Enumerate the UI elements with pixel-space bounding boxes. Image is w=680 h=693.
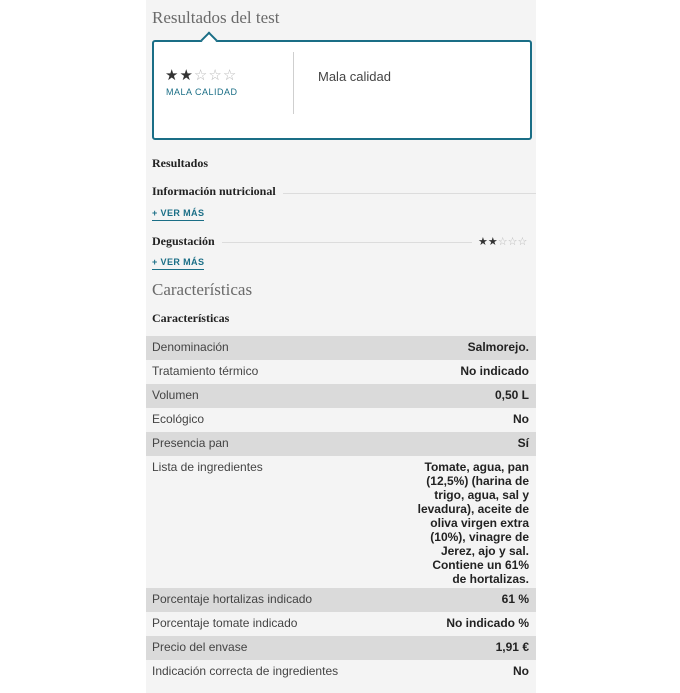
- divider: [222, 242, 472, 243]
- row-value: 1,91 €: [495, 640, 529, 654]
- rating-stars: [165, 66, 237, 84]
- row-value: Sí: [517, 436, 529, 450]
- row-value: Salmorejo.: [467, 340, 529, 354]
- table-row: [146, 336, 536, 360]
- results-heading: Resultados del test: [152, 8, 280, 27]
- row-value: 61 %: [501, 592, 529, 606]
- row-label: Indicación correcta de ingredientes: [152, 664, 339, 678]
- row-label: Volumen: [152, 388, 199, 402]
- row-value: No: [513, 664, 529, 678]
- star-empty-icon: ☆: [507, 236, 518, 248]
- row-value: 0,50 L: [494, 388, 529, 402]
- star-empty-icon: ☆: [222, 67, 238, 84]
- row-value: No: [513, 412, 529, 426]
- star-filled-icon: ★: [487, 236, 498, 248]
- tasting-see-more-link[interactable]: + VER MÁS: [152, 257, 204, 270]
- star-empty-icon: ☆: [193, 67, 209, 84]
- row-label: Precio del envase: [152, 640, 248, 654]
- tasting-label: Degustación: [152, 234, 215, 248]
- row-label: Denominación: [152, 340, 229, 354]
- tasting-rating-stars: [478, 235, 527, 248]
- star-filled-icon: ★: [165, 67, 180, 84]
- table-row: [146, 636, 536, 660]
- characteristics-subheading: Características: [152, 311, 230, 325]
- characteristics-heading: Características: [152, 280, 253, 299]
- table-row: [146, 408, 536, 432]
- table-row: [146, 456, 536, 588]
- row-label: Porcentaje tomate indicado: [152, 616, 298, 630]
- row-label: Tratamiento térmico: [152, 364, 259, 378]
- nutrition-label: Información nutricional: [152, 184, 276, 198]
- row-label: Lista de ingredientes: [152, 460, 263, 474]
- table-row: [146, 660, 536, 684]
- table-row: [146, 612, 536, 636]
- star-empty-icon: ☆: [208, 67, 223, 84]
- row-label: Presencia pan: [152, 436, 229, 450]
- row-label: Ecológico: [152, 412, 205, 426]
- star-filled-icon: ★: [478, 236, 488, 248]
- star-empty-icon: ☆: [517, 236, 528, 248]
- results-label: Resultados: [152, 156, 209, 170]
- table-row: [146, 588, 536, 612]
- star-filled-icon: ★: [179, 67, 194, 84]
- rating-card: [152, 40, 532, 140]
- divider: [283, 193, 536, 194]
- divider: [293, 52, 294, 114]
- table-row: [146, 360, 536, 384]
- row-value: Tomate, agua, pan (12,5%) (harina de trigo, agua, sal y levadura), aceite de oliva virgen extra (10%), vinagre de Jerez, ajo y sal. Contiene un 61% de hortalizas.: [417, 460, 529, 586]
- characteristics-table: [146, 336, 536, 684]
- row-value: No indicado %: [446, 616, 529, 630]
- quality-description: Mala calidad: [318, 69, 391, 84]
- table-row: [146, 384, 536, 408]
- row-label: Porcentaje hortalizas indicado: [152, 592, 313, 606]
- quality-label: MALA CALIDAD: [166, 87, 238, 97]
- row-value: No indicado: [460, 364, 529, 378]
- star-empty-icon: ☆: [497, 236, 508, 248]
- nutrition-see-more-link[interactable]: + VER MÁS: [152, 208, 204, 221]
- table-row: [146, 432, 536, 456]
